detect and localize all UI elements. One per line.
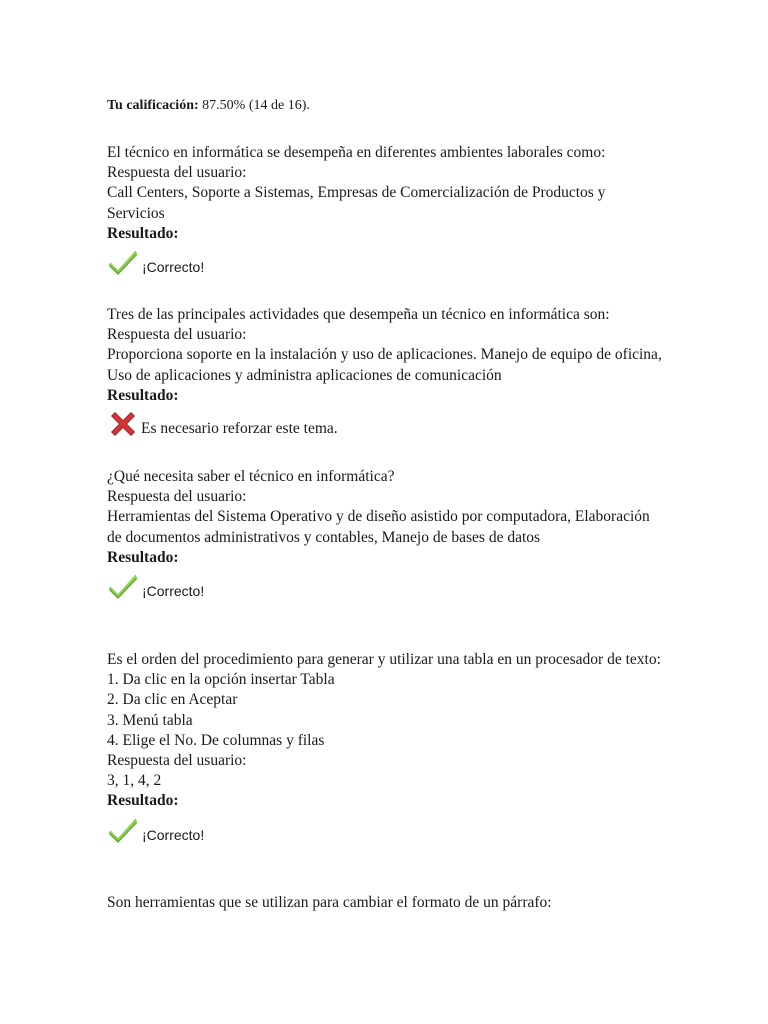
result-message-correct: ¡Correcto! — [142, 583, 205, 600]
user-answer-label: Respuesta del usuario: — [107, 164, 247, 182]
user-answer: Call Centers, Soporte a Sistemas, Empresas de Comercialización de Productos y Servicios — [107, 184, 606, 222]
user-answer: Proporciona soporte en la instalación y uso de aplicaciones. Manejo de equipo de oficina, Uso de aplicaciones y administra aplicaciones de comunicación — [107, 346, 662, 384]
checkmark-icon — [107, 246, 139, 278]
checkmark-icon — [107, 570, 139, 602]
result-message-incorrect: Es necesario reforzar este tema. — [141, 420, 338, 438]
result-message-correct: ¡Correcto! — [142, 259, 205, 276]
question-option: 2. Da clic en Aceptar — [107, 691, 238, 709]
question-block-5 — [107, 893, 667, 913]
result-row — [107, 246, 667, 278]
cross-icon — [107, 408, 139, 440]
result-row — [107, 570, 667, 602]
grade-line — [107, 96, 310, 116]
user-answer-label: Respuesta del usuario: — [107, 752, 247, 770]
grade-value: 87.50% (14 de 16). — [202, 98, 310, 113]
result-label: Resultado: — [107, 386, 179, 404]
result-label: Resultado: — [107, 548, 179, 566]
question-option: 3. Menú tabla — [107, 711, 193, 729]
result-label: Resultado: — [107, 792, 179, 810]
question-prompt: Tres de las principales actividades que desempeña un técnico en informática son: — [107, 306, 610, 323]
question-prompt: Es el orden del procedimiento para generar y utilizar una tabla en un procesador de texto: — [107, 651, 661, 668]
user-answer: Herramientas del Sistema Operativo y de diseño asistido por computadora, Elaboración de documentos administrativos y contables, Manejo de bases de datos — [107, 508, 650, 546]
result-row — [107, 814, 667, 846]
question-option: 1. Da clic en la opción insertar Tabla — [107, 671, 335, 689]
grade-label: Tu calificación: — [107, 98, 199, 113]
checkmark-icon — [107, 814, 139, 846]
user-answer: 3, 1, 4, 2 — [107, 772, 162, 790]
question-prompt: El técnico en informática se desempeña en diferentes ambientes laborales como: — [107, 144, 606, 161]
question-block-3 — [107, 467, 667, 602]
question-block-1 — [107, 143, 667, 278]
result-label: Resultado: — [107, 224, 179, 242]
result-row — [107, 408, 667, 440]
question-option: 4. Elige el No. De columnas y filas — [107, 731, 325, 749]
result-message-correct: ¡Correcto! — [142, 826, 205, 843]
user-answer-label: Respuesta del usuario: — [107, 488, 247, 506]
question-prompt: ¿Qué necesita saber el técnico en informática? — [107, 468, 395, 485]
question-prompt: Son herramientas que se utilizan para cambiar el formato de un párrafo: — [107, 894, 552, 911]
question-block-2 — [107, 305, 667, 440]
question-block-4 — [107, 650, 667, 846]
user-answer-label: Respuesta del usuario: — [107, 326, 247, 344]
